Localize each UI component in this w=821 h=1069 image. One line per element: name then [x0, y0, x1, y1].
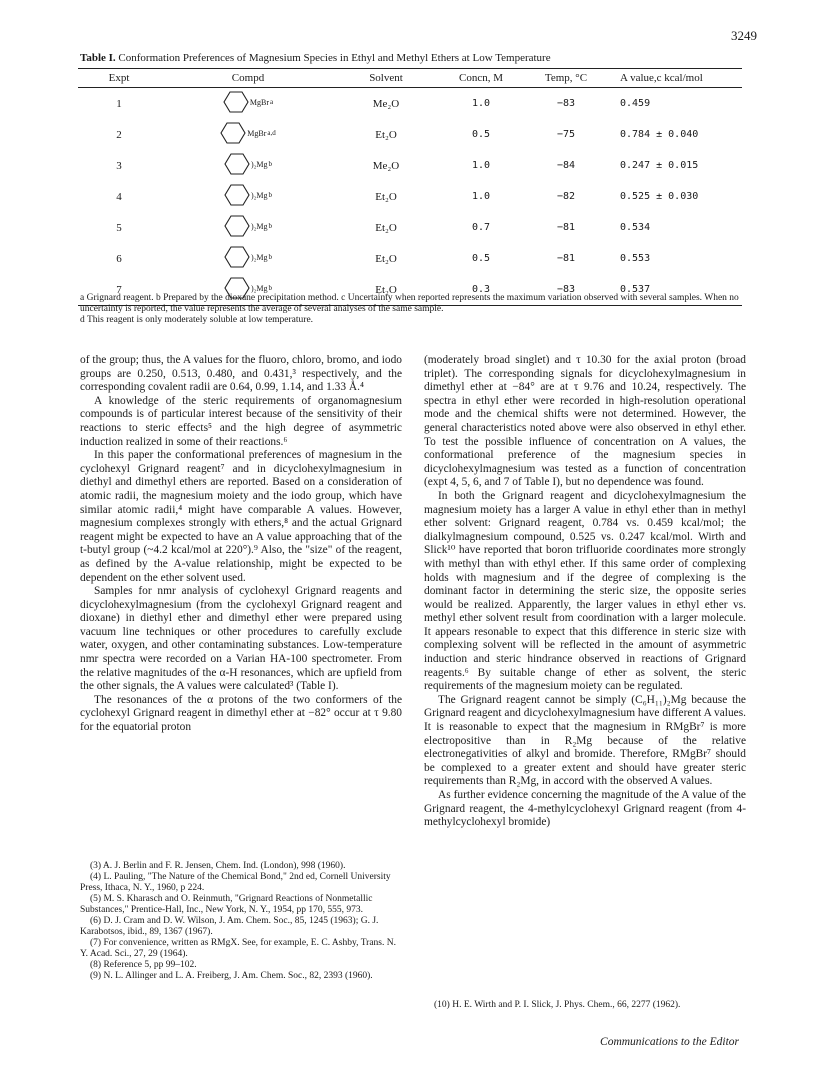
cell-concn: 0.5 [471, 129, 491, 140]
reference: (9) N. L. Allinger and L. A. Freiberg, J. Am. Chem. Soc., 82, 2393 (1960). [90, 971, 373, 981]
paragraph: As further evidence concerning the magnitude of the A value of the Grignard reagent, the 4-methylcyclohexyl Grignard reagent (from 4-methylcyclohexyl bromide) [424, 789, 746, 829]
cell-a-value: 0.553 [620, 253, 651, 264]
cell-expt: 7 [78, 274, 160, 306]
cell-compd [160, 243, 336, 274]
cell-expt: 1 [116, 97, 122, 110]
cell-temp: −83 [526, 274, 606, 306]
cell-a-value: 0.784 ± 0.040 [620, 129, 699, 140]
footer: Communications to the Editor [600, 1036, 739, 1048]
cell-solvent: Et₂O [375, 221, 397, 234]
paragraph: A knowledge of the steric requirements of organomagnesium compounds is of particular interest because of the sensitivity of their reactions to steric effects⁵ and the high degree of asymmetric induction realized in some of their reactions.⁶ [80, 394, 402, 448]
footnote: d This reagent is only moderately soluble at low temperature. [80, 315, 314, 325]
cell-a-value: 0.537 [606, 274, 742, 306]
table-row [78, 119, 742, 150]
cell-temp: −81 [556, 222, 576, 233]
reference: (7) For convenience, written as RMgX. See, for example, E. C. Ashby, Trans. N. Y. Acad. Sci., 27, 29 (1964). [80, 938, 396, 959]
compd-label: )₂Mg [250, 190, 268, 200]
reference-10: (10) H. E. Wirth and P. I. Slick, J. Phys. Chem., 66, 2277 (1962). [434, 1000, 681, 1010]
cell-expt: 3 [116, 159, 122, 172]
compd-superscript: a,d [267, 129, 276, 137]
header-solvent: Solvent [336, 69, 436, 88]
table-row [78, 181, 742, 212]
cyclohexyl-ring-icon [224, 184, 250, 206]
reference: (5) M. S. Kharasch and O. Reinmuth, "Grignard Reactions of Nonmetallic Substances," Prentice-Hall, Inc., New York, N. Y., 1954, pp 170, 555, 973. [80, 894, 373, 915]
cell-solvent: Et₂O [336, 274, 436, 306]
header-a-value: A value,c kcal/mol [606, 69, 742, 88]
cell-compd [160, 212, 336, 243]
cyclohexyl-ring-icon [224, 153, 250, 175]
reference: (8) Reference 5, pp 99–102. [90, 960, 197, 970]
references [80, 861, 402, 982]
cell-a-value: 0.247 ± 0.015 [620, 160, 699, 171]
reference: (6) D. J. Cram and D. W. Wilson, J. Am. Chem. Soc., 85, 1245 (1963); G. J. Karabotsos, ibid., 89, 1367 (1967). [80, 916, 379, 937]
cyclohexyl-ring-icon [220, 122, 246, 144]
compd-superscript: a [270, 98, 274, 106]
cell-solvent: Me₂O [372, 97, 400, 110]
table-label: Table I. [80, 52, 116, 64]
cell-solvent: Et₂O [375, 128, 397, 141]
table-row [78, 243, 742, 274]
compd-superscript: b [268, 284, 273, 292]
compd-superscript: b [268, 160, 273, 168]
header-compd: Compd [160, 69, 336, 88]
cell-temp: −81 [556, 253, 576, 264]
table-title: Conformation Preferences of Magnesium Species in Ethyl and Methyl Ethers at Low Temperature [118, 52, 551, 64]
reference: (4) L. Pauling, "The Nature of the Chemical Bond," 2nd ed, Cornell University Press, Ithaca, N. Y., 1960, p 224. [80, 872, 391, 893]
paragraph: The resonances of the α protons of the two conformers of the cyclohexyl Grignard reagent in dimethyl ether at −82° occur at τ 9.80 for the equatorial proton [80, 693, 402, 734]
paragraph: Samples for nmr analysis of cyclohexyl Grignard reagents and dicyclohexylmagnesium (from the cyclohexyl Grignard reagent and dioxane) in diethyl ether and dimethyl ether were prepared using vacuum line techniques or other procedures to carefully exclude water, oxygen, and other contaminating substances. Low-temperature nmr spectra were recorded on a Varian HA-100 spectrometer. From the relative magnitudes of the α-H resonances, which are upfield from the other signals, the A values were calculated³ (Table I). [80, 585, 402, 693]
compd-superscript: b [268, 253, 273, 261]
table-footnotes [80, 293, 744, 326]
cell-expt: 4 [116, 190, 122, 203]
header-expt: Expt [78, 69, 160, 88]
compd-superscript: b [268, 222, 273, 230]
right-column [424, 354, 746, 830]
cell-temp: −83 [556, 98, 576, 109]
compd-label: )₂Mg [250, 221, 268, 231]
compd-label: )₂Mg [250, 159, 268, 169]
cell-solvent: Et₂O [375, 190, 397, 203]
cell-compd [160, 88, 336, 120]
cell-compd [160, 150, 336, 181]
cell-temp: −82 [556, 191, 576, 202]
compd-label: )₂Mg [250, 252, 268, 262]
paragraph: The Grignard reagent cannot be simply (C₆H₁₁)₂Mg because the Grignard reagent and dicyclohexylmagnesium have different A values. It is reasonable to expect that the magnesium in RMgBr⁷ is more electropositive than in R₂Mg because of the relative electronegativities of alkyl and bromide. Therefore, RMgBr⁷ should be complexed to a greater extent and should have greater steric requirements than R₂Mg, in accord with the observed A values. [424, 693, 746, 788]
cell-temp: −84 [556, 160, 576, 171]
cell-concn: 0.3 [436, 274, 526, 306]
cell-a-value: 0.534 [620, 222, 651, 233]
cell-a-value: 0.459 [620, 98, 651, 109]
cyclohexyl-ring-icon [224, 246, 250, 268]
header-concn: Concn, M [436, 69, 526, 88]
paragraph: of the group; thus, the A values for the fluoro, chloro, bromo, and iodo groups are 0.250, 0.513, 0.480, and 0.431,³ respectively, and the corresponding covalent radii are 0.64, 0.99, 1.14, and 1.33 Å.⁴ [80, 354, 402, 394]
cell-concn: 1.0 [471, 191, 491, 202]
cell-expt: 2 [116, 128, 122, 141]
header-temp: Temp, °C [526, 69, 606, 88]
cell-compd [160, 181, 336, 212]
cyclohexyl-ring-icon [224, 215, 250, 237]
table-row [78, 212, 742, 243]
paragraph: In both the Grignard reagent and dicyclohexylmagnesium the magnesium moiety has a larger A value in ethyl ether than in methyl ether solvent: Grignard reagent, 0.784 vs. 0.459 kcal/mol; the dialkylmagnesium compound, 0.525 vs. 0.247 kcal/mol. Wirth and Slick¹⁰ have reported that boron trifluoride coordinates more strongly with methyl than with ethyl ether. If this same order of complexing holds with magnesium and if the degree of complexing is the dominant factor in determining the steric size, the opposite series would be realized. Apparently, the larger values in ethyl ether vs. methyl ether solvent result from coordination with a larger molecule. It appears resonable to expect that this difference in steric size with complexing solvent will be reflected in the amount of asymmetric induction and steric hindrance observed in reactions of Grignard reagents.⁶ By suitable change of ether as solvent, the steric requirements of the magnesium moiety can be regulated. [424, 489, 746, 693]
cell-a-value: 0.525 ± 0.030 [620, 191, 699, 202]
page-number: 3249 [731, 28, 757, 43]
conformation-table [78, 68, 742, 306]
cell-concn: 1.0 [471, 160, 491, 171]
paragraph: (moderately broad singlet) and τ 10.30 for the axial proton (broad triplet). The corresponding signals for dicyclohexylmagnesium in dimethyl ether at −84° are at τ 9.76 and 10.24, respectively. The spectra in ethyl ether were recorded in high-resolution operational mode and the chemical shifts were not determined. However, the general characteristics noted above were also observed in ethyl ether. To test the possible influence of concentration on A values, the conformational preference of the magnesium species in dicyclohexylmagnesium was tested as a function of concentration (expt 4, 5, 6, and 7 of Table I), but no dependence was found. [424, 354, 746, 489]
cyclohexyl-ring-icon [223, 91, 249, 113]
compd-superscript: b [268, 191, 273, 199]
cell-solvent: Me₂O [372, 159, 400, 172]
cell-expt: 5 [116, 221, 122, 234]
table-row [78, 88, 742, 120]
paragraph: In this paper the conformational preferences of magnesium in the cyclohexyl Grignard reagent⁷ and in dicyclohexylmagnesium in diethyl and dimethyl ethers are reported. Based on a consideration of atomic radii, the magnesium moiety and the iodo group, which have similar atomic radii,⁴ might have comparable A values. However, magnesium complexes strongly with ethers,⁸ and the actual Grignard reagent might be expected to have an A value approaching that of the t-butyl group (~4.2 kcal/mol at 220°).⁹ Also, the "size" of the reagent, as defined by the A-value relationship, might be expected to be dependent on the ether solvent used. [80, 449, 402, 584]
cell-temp: −75 [556, 129, 576, 140]
compd-label: MgBr [249, 97, 269, 107]
reference: (3) A. J. Berlin and F. R. Jensen, Chem. Ind. (London), 998 (1960). [90, 861, 346, 871]
cell-concn: 0.7 [471, 222, 491, 233]
compd-label: MgBr [247, 128, 267, 138]
cell-expt: 6 [116, 252, 122, 265]
compd-label: )₂Mg [250, 283, 268, 293]
cell-concn: 0.5 [471, 253, 491, 264]
table-header-row [78, 69, 742, 88]
left-column [80, 354, 402, 735]
footnote: a Grignard reagent. b Prepared by the dioxane precipitation method. c Uncertainty when reported represents the maximum variation observed with several samples. When no uncertainty is reported, the value represents the average of several analyses of the same sample. [80, 293, 739, 314]
cell-concn: 1.0 [471, 98, 491, 109]
cell-solvent: Et₂O [375, 252, 397, 265]
table-caption [80, 52, 551, 64]
cell-compd [160, 119, 336, 150]
table-row [78, 150, 742, 181]
